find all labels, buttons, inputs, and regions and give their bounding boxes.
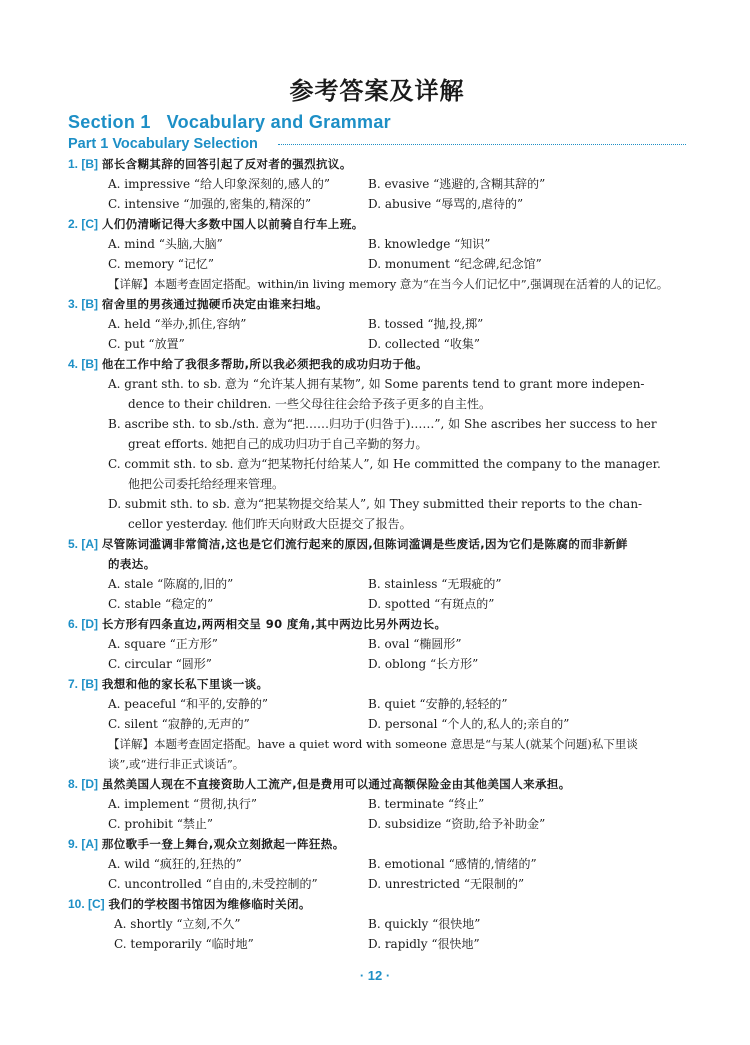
question-text: 那位歌手一登上舞台,观众立刻掀起一阵狂热。 bbox=[101, 837, 345, 851]
question-text: 长方形有四条直边,两两相交呈 90 度角,其中两边比另外两边长。 bbox=[101, 617, 447, 631]
option-b: B. oval “椭圆形” bbox=[368, 637, 462, 651]
question-number: 4. [B] bbox=[68, 357, 98, 371]
options-row bbox=[68, 254, 686, 274]
option-d: D. unrestricted “无限制的” bbox=[368, 877, 525, 891]
question-1 bbox=[68, 154, 686, 174]
question-number: 6. [D] bbox=[68, 617, 98, 631]
question-10 bbox=[68, 894, 686, 914]
question-text: 部长含糊其辞的回答引起了反对者的强烈抗议。 bbox=[101, 157, 352, 171]
option-d: D. abusive “辱骂的,虐待的” bbox=[368, 197, 524, 211]
options-row bbox=[68, 174, 686, 194]
option-a: A. impressive “给人印象深刻的,感人的” bbox=[108, 177, 330, 191]
option-a-line2: dence to their children. 一些父母往往会给予孩子更多的自主性。 bbox=[128, 397, 492, 411]
option-d: D. personal “个人的,私人的;亲自的” bbox=[368, 717, 570, 731]
option-d: D. subsidize “资助,给予补助金” bbox=[368, 817, 546, 831]
options-row bbox=[68, 934, 686, 954]
options-row bbox=[68, 314, 686, 334]
option-a-line1: A. grant sth. to sb. 意为 “允许某人拥有某物”, 如 Some parents tend to grant more indepen- bbox=[108, 377, 645, 391]
question-8 bbox=[68, 774, 686, 794]
options-row bbox=[68, 814, 686, 834]
option-b: B. quickly “很快地” bbox=[368, 917, 481, 931]
options-row bbox=[68, 634, 686, 654]
question-number: 2. [C] bbox=[68, 217, 98, 231]
option-c: C. memory “记忆” bbox=[108, 257, 215, 271]
option-d-line2: cellor yesterday. 他们昨天向财政大臣提交了报告。 bbox=[128, 517, 412, 531]
page-title: 参考答案及详解 bbox=[289, 77, 465, 105]
option-c: C. prohibit “禁止” bbox=[108, 817, 214, 831]
options-row bbox=[68, 914, 686, 934]
option-c: C. temporarily “临时地” bbox=[114, 937, 254, 951]
options-row bbox=[68, 794, 686, 814]
explanation-line1: 【详解】本题考查固定搭配。have a quiet word with someone 意思是“与某人(就某个问题)私下里谈 bbox=[108, 737, 638, 751]
option-d: D. rapidly “很快地” bbox=[368, 937, 480, 951]
question-number: 7. [B] bbox=[68, 677, 98, 691]
question-text: 他在工作中给了我很多帮助,所以我必须把我的成功归功于他。 bbox=[101, 357, 428, 371]
option-c: C. stable “稳定的” bbox=[108, 597, 214, 611]
question-text-cont: 的表达。 bbox=[108, 557, 156, 571]
options-row bbox=[68, 854, 686, 874]
options-row bbox=[68, 194, 686, 214]
question-text: 尽管陈词滥调非常简洁,这也是它们流行起来的原因,但陈词滥调是些废话,因为它们是陈腐的而非新鲜 bbox=[101, 537, 628, 551]
options-row bbox=[68, 694, 686, 714]
option-b: B. quiet “安静的,轻轻的” bbox=[368, 697, 508, 711]
question-6 bbox=[68, 614, 686, 634]
option-b: B. evasive “逃避的,含糊其辞的” bbox=[368, 177, 546, 191]
question-text: 宿舍里的男孩通过抛硬币决定由谁来扫地。 bbox=[101, 297, 328, 311]
question-4 bbox=[68, 354, 686, 374]
option-a: A. wild “疯狂的,狂热的” bbox=[108, 857, 242, 871]
option-b: B. emotional “感情的,情绪的” bbox=[368, 857, 537, 871]
option-d: D. collected “收集” bbox=[368, 337, 480, 351]
question-number: 10. [C] bbox=[68, 897, 105, 911]
options-row bbox=[68, 334, 686, 354]
option-d: D. spotted “有斑点的” bbox=[368, 597, 495, 611]
options-row bbox=[68, 234, 686, 254]
option-c: C. uncontrolled “自由的,未受控制的” bbox=[108, 877, 318, 891]
option-c: C. circular “圆形” bbox=[108, 657, 212, 671]
option-b: B. terminate “终止” bbox=[368, 797, 485, 811]
question-text: 人们仍清晰记得大多数中国人以前骑自行车上班。 bbox=[101, 217, 364, 231]
question-2 bbox=[68, 214, 686, 234]
question-5 bbox=[68, 534, 686, 554]
option-d: D. oblong “长方形” bbox=[368, 657, 479, 671]
option-a: A. peaceful “和平的,安静的” bbox=[108, 697, 268, 711]
option-a: A. implement “贯彻,执行” bbox=[108, 797, 258, 811]
option-a: A. held “举办,抓住,容纳” bbox=[108, 317, 247, 331]
option-a: A. mind “头脑,大脑” bbox=[108, 237, 223, 251]
question-number: 1. [B] bbox=[68, 157, 98, 171]
page-number: · 12 · bbox=[359, 968, 391, 983]
option-c: C. intensive “加强的,密集的,精深的” bbox=[108, 197, 312, 211]
option-c: C. silent “寂静的,无声的” bbox=[108, 717, 250, 731]
option-b: B. stainless “无瑕疵的” bbox=[368, 577, 502, 591]
question-number: 5. [A] bbox=[68, 537, 98, 551]
question-number: 8. [D] bbox=[68, 777, 98, 791]
option-b-line2: great efforts. 她把自己的成功归功于自己辛勤的努力。 bbox=[128, 437, 428, 451]
options-row bbox=[68, 874, 686, 894]
question-text: 我们的学校图书馆因为维修临时关闭。 bbox=[108, 897, 311, 911]
question-number: 9. [A] bbox=[68, 837, 98, 851]
question-7 bbox=[68, 674, 686, 694]
part-label: Part 1 Vocabulary Selection bbox=[68, 136, 258, 152]
option-b: B. knowledge “知识” bbox=[368, 237, 491, 251]
option-d-line1: D. submit sth. to sb. 意为“把某物提交给某人”, 如 They submitted their reports to the chan- bbox=[108, 497, 643, 511]
explanation: 【详解】本题考查固定搭配。within/in living memory 意为“在当今人们记忆中”,强调现在活着的人的记忆。 bbox=[108, 277, 669, 291]
option-a: A. shortly “立刻,不久” bbox=[114, 917, 241, 931]
option-d: D. monument “纪念碑,纪念馆” bbox=[368, 257, 542, 271]
option-c: C. put “放置” bbox=[108, 337, 185, 351]
option-b: B. tossed “抛,投,掷” bbox=[368, 317, 484, 331]
question-number: 3. [B] bbox=[68, 297, 98, 311]
options-row bbox=[68, 594, 686, 614]
part-heading bbox=[68, 134, 686, 154]
option-c-line2: 他把公司委托给经理来管理。 bbox=[128, 477, 285, 491]
options-row bbox=[68, 574, 686, 594]
question-3 bbox=[68, 294, 686, 314]
option-a: A. stale “陈腐的,旧的” bbox=[108, 577, 234, 591]
question-9 bbox=[68, 834, 686, 854]
question-5-cont bbox=[68, 554, 686, 574]
section-heading: Section 1 Vocabulary and Grammar bbox=[68, 112, 391, 132]
option-a: A. square “正方形” bbox=[108, 637, 218, 651]
options-row bbox=[68, 714, 686, 734]
options-row bbox=[68, 654, 686, 674]
option-c-line1: C. commit sth. to sb. 意为“把某物托付给某人”, 如 He committed the company to the manager. bbox=[108, 457, 661, 471]
question-text: 虽然美国人现在不直接资助人工流产,但是费用可以通过高额保险金由其他美国人来承担。 bbox=[101, 777, 571, 791]
question-text: 我想和他的家长私下里谈一谈。 bbox=[101, 677, 269, 691]
option-b-line1: B. ascribe sth. to sb./sth. 意为“把……归功于(归咎于)……”, 如 She ascribes her success to her bbox=[108, 417, 657, 431]
dotted-leader bbox=[278, 144, 686, 145]
explanation-line2: 谈”,或“进行非正式谈话”。 bbox=[108, 757, 245, 771]
